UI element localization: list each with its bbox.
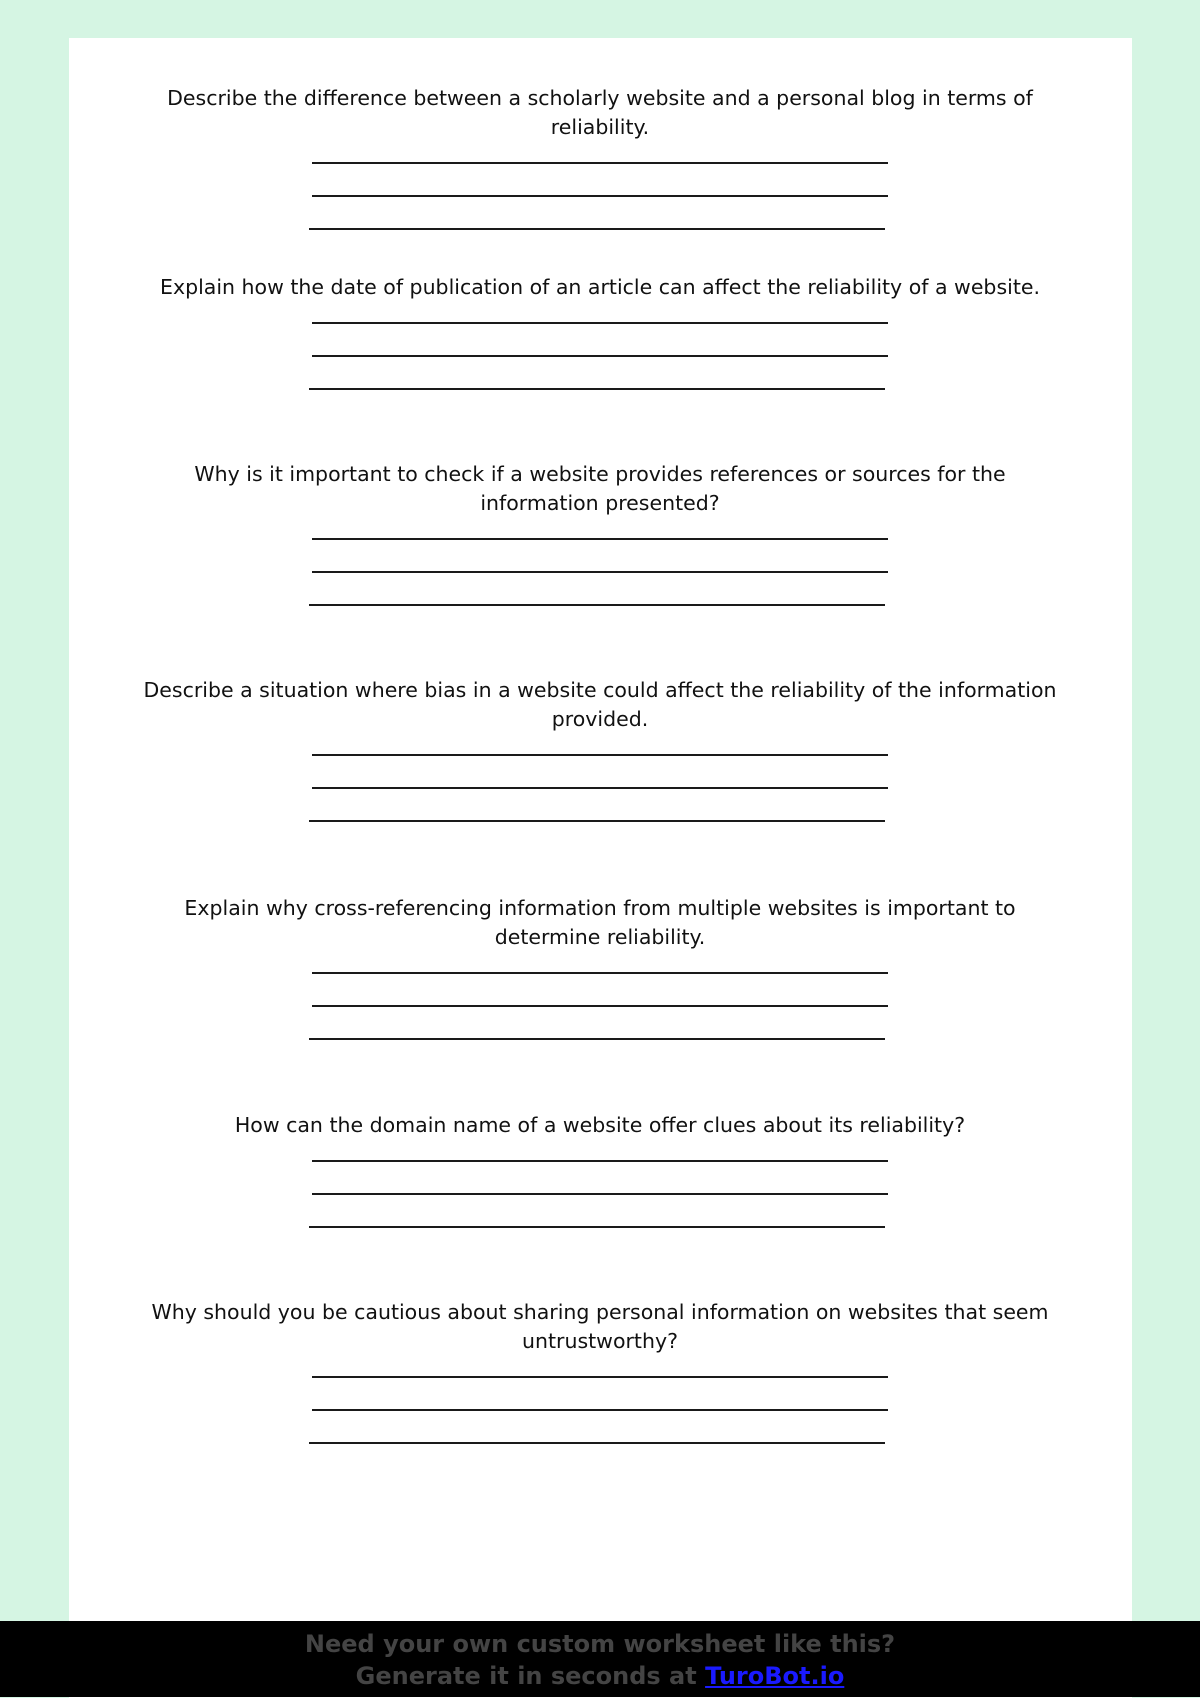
answer-line[interactable] [312, 571, 888, 573]
answer-lines [135, 162, 1065, 230]
question-block [135, 676, 1065, 853]
question-prompt: Explain how the date of publication of an article can affect the reliability of a website. [160, 275, 1040, 299]
question-block [135, 894, 1065, 1071]
answer-line[interactable] [312, 1005, 888, 1007]
answer-lines [135, 538, 1065, 606]
answer-line[interactable] [312, 322, 888, 324]
answer-line[interactable] [312, 162, 888, 164]
answer-lines [135, 1376, 1065, 1444]
question-prompt: Why should you be cautious about sharing personal information on websites that seem untrustworthy? [151, 1300, 1049, 1353]
answer-line[interactable] [309, 1226, 885, 1228]
answer-line[interactable] [312, 195, 888, 197]
answer-line[interactable] [312, 1160, 888, 1162]
question-prompt: How can the domain name of a website offer clues about its reliability? [234, 1113, 966, 1137]
answer-line[interactable] [312, 972, 888, 974]
answer-line[interactable] [309, 1442, 885, 1444]
question-prompt: Describe the difference between a scholarly website and a personal blog in terms of reliability. [167, 86, 1033, 139]
question-block [135, 460, 1065, 637]
footer-subline [0, 1660, 1200, 1692]
answer-line[interactable] [312, 1193, 888, 1195]
question-block [135, 84, 1065, 261]
question-prompt: Explain why cross-referencing information from multiple websites is important to determine reliability. [184, 896, 1016, 949]
answer-line[interactable] [312, 754, 888, 756]
promo-footer [0, 1621, 1200, 1697]
worksheet-page [69, 38, 1132, 1698]
answer-lines [135, 972, 1065, 1040]
question-block [135, 273, 1065, 421]
answer-line[interactable] [309, 604, 885, 606]
answer-line[interactable] [312, 1376, 888, 1378]
answer-lines [135, 1160, 1065, 1228]
answer-line[interactable] [309, 388, 885, 390]
question-prompt: Why is it important to check if a website provides references or sources for the information presented? [194, 462, 1006, 515]
answer-line[interactable] [309, 820, 885, 822]
answer-line[interactable] [309, 1038, 885, 1040]
question-block [135, 1111, 1065, 1259]
question-block [135, 1298, 1065, 1475]
turobot-link[interactable]: TuroBot.io [705, 1662, 845, 1690]
question-prompt: Describe a situation where bias in a website could affect the reliability of the information provided. [143, 678, 1057, 731]
answer-line[interactable] [312, 355, 888, 357]
answer-line[interactable] [312, 1409, 888, 1411]
answer-line[interactable] [309, 228, 885, 230]
answer-line[interactable] [312, 538, 888, 540]
footer-headline: Need your own custom worksheet like this? [304, 1630, 896, 1658]
answer-line[interactable] [312, 787, 888, 789]
answer-lines [135, 322, 1065, 390]
footer-subline-text: Generate it in seconds at [355, 1662, 706, 1690]
answer-lines [135, 754, 1065, 822]
